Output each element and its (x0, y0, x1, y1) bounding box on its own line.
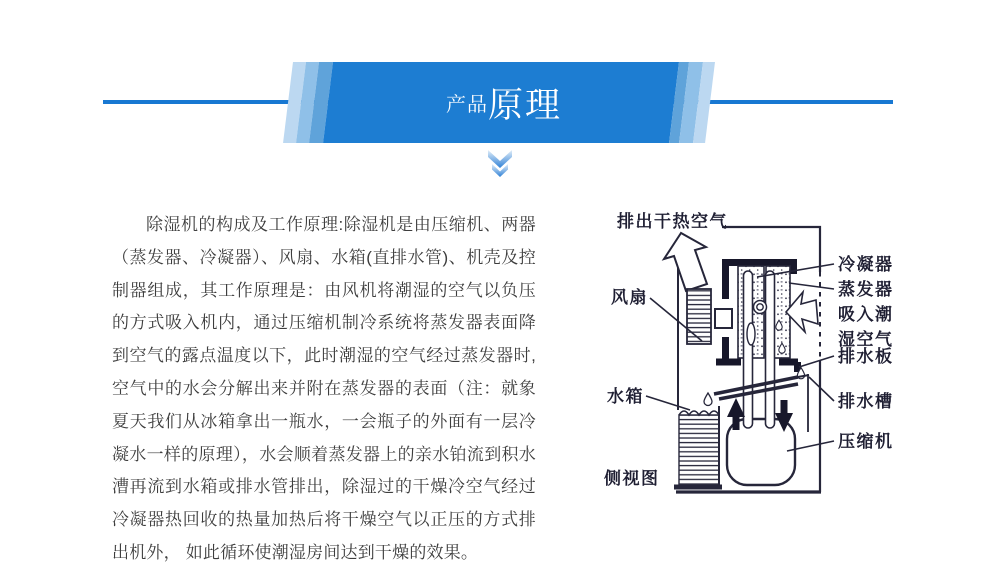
fan-motor-shape (715, 309, 732, 328)
sensor-bulb-inner (757, 304, 763, 310)
page-title (293, 62, 715, 143)
label-intake-2: 湿空气 (838, 330, 894, 350)
fan-shape (687, 289, 711, 344)
capillary-oval (747, 323, 755, 345)
label-water-tank: 水箱 (607, 387, 644, 407)
label-evaporator: 蒸发器 (838, 280, 894, 300)
water-tank-shape (674, 406, 722, 488)
label-side-view: 侧视图 (604, 469, 660, 489)
label-drain-board: 排水板 (838, 347, 894, 367)
label-condenser: 冷凝器 (838, 255, 894, 275)
label-exhaust: 排出干热空气 (617, 212, 728, 232)
chevron-down-icon (485, 149, 515, 185)
page-title-large: 原理 (487, 85, 562, 125)
label-fan: 风扇 (611, 288, 648, 308)
label-intake-1: 吸入潮 (838, 305, 894, 325)
label-compressor: 压缩机 (838, 432, 894, 452)
exhaust-arrow-icon (664, 233, 707, 291)
page-title-small: 产品 (445, 94, 488, 116)
body-paragraph: 除湿机的构成及工作原理:除湿机是由压缩机、两器（蒸发器、冷凝器）、风扇、水箱(直排水管)、机壳及控制器组成，其工作原理是：由风机将潮湿的空气以负压的方式吸入机内，通过压缩机制冷系统将蒸发器表面降到空气的露点温度以下，此时潮湿的空气经过蒸发器时,空气中的水会分解出来并附在蒸发器的表面（注：就象夏天我们从冰箱拿出一瓶水，一会瓶子的外面有一层冷凝水一样的原理），水会顺着蒸发器上的亲水铂流到积水漕再流到水箱或排水管排出，除湿过的干燥冷空气经过冷凝器热回收的热量加热后将干燥空气以正压的方式排出机外， 如此循环使潮湿房间达到干燥的效果。 (112, 215, 536, 562)
pipe-right (766, 271, 775, 428)
pipe-left (744, 271, 753, 428)
principle-diagram (595, 195, 905, 510)
label-drain-trough: 排水槽 (838, 392, 894, 412)
